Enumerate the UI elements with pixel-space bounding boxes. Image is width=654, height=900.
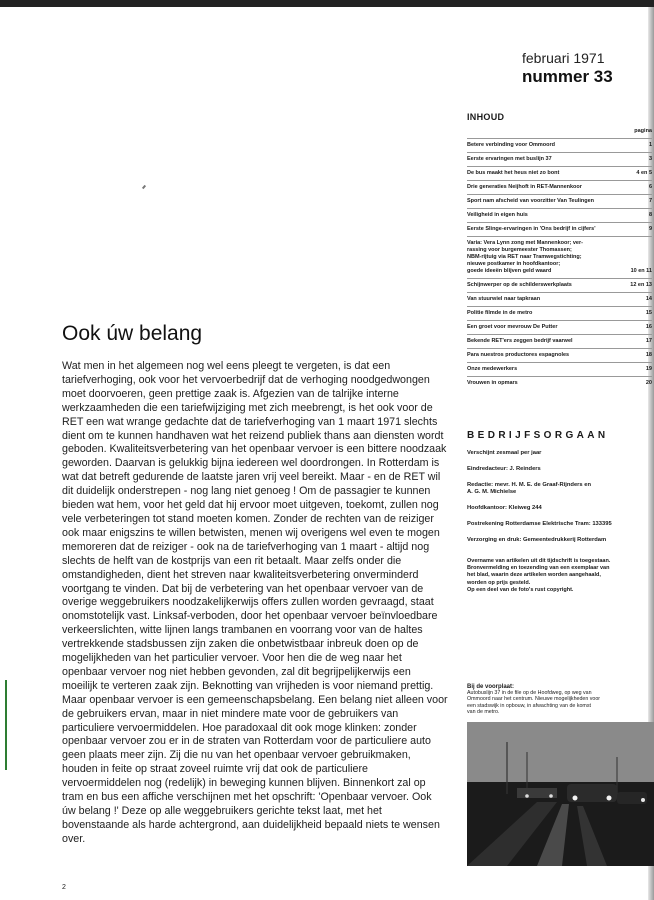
- night-traffic-illustration: [467, 722, 654, 866]
- cover-caption-text: Autobuslijn 37 in de file op de Hoofdweg, op weg van Ommoord naar het centrum. Nieuwe mogelijkheden voor een stadswijk in opbouw, in afwachting van de komst van de metro.: [467, 690, 601, 716]
- toc-item-page: 7: [648, 198, 652, 204]
- toc-list: [467, 138, 652, 390]
- toc-item-title: Varia: Vera Lynn zong met Mannenkoor; ver- rassing voor burgemeester Thomassen; NBM-rijtuig via RET naar Tramwegstichting; nieuwe postkamer in hoofdkantoor; goede ideeën blijven geld waard: [467, 240, 583, 274]
- toc-item-page: 3: [648, 156, 652, 162]
- toc-item: [467, 362, 652, 376]
- toc-item: [467, 166, 652, 180]
- masthead-line: Postrekening Rotterdamse Elektrische Tram: 133395: [467, 521, 612, 527]
- toc-item-page: 15: [645, 310, 652, 316]
- toc-item-page: 19: [645, 366, 652, 372]
- toc-item: [467, 138, 652, 152]
- toc-pagina-label: pagina: [634, 128, 652, 134]
- toc-item: [467, 334, 652, 348]
- toc-item-page: 14: [645, 296, 652, 302]
- toc-item: [467, 292, 652, 306]
- toc-item: [467, 222, 652, 236]
- toc-item-title: Para nuestros productores espagnoles: [467, 352, 570, 358]
- copyright-notice: Overname van artikelen uit dit tijdschrift is toegestaan. Bronvermelding en toezending van een exemplaar van het blad, waarin deze artikelen worden aangehaald, worden op prijs gesteld. Op een deel van de foto's rust copyright.: [467, 558, 611, 593]
- article-body: Wat men in het algemeen nog wel eens pleegt te vergeten, is dat een tariefverhoging, ook voor het vervoerbedrijf dat de verhoging noodgedwongen moet doorvoeren, geen prettige zaak is. Afgezien van de talrijke interne werkzaamheden die een tariefwijziging met zich meebrengt, is het ook voor de RET een wat wrange gedachte dat de tariefverhoging van 1 maart 1971 slechts dient om te kunnen handhaven wat het reizend publiek thans aan diensten wordt geboden. Kwaliteitsverbetering van het openbaar vervoer is een bittere noodzaak geworden. Daarvan is gelukkig bijna iedereen wel doordrongen. In Rotterdam is wat dat betreft gedurende de laatste jaren vrij veel bereikt. Maar - en de RET wil dit duidelijk onderstrepen - nog lang niet genoeg ! Om de passagier te kunnen bieden wat hem, voor het geld dat hij ervoor moet uitgeven, toekomt, zullen nog vele verbeteringen tot stand moeten komen. Zonder de rechten van de reiziger ook maar enigszins te willen betwisten, menen wij overigens wel even te mogen memoreren dat de reiziger - ook na de tariefverhoging van 1 maart - altijd nog slechts de helft van de kostprijs van een rit betaalt. Maar zelfs onder die omstandigheden, dient het streven naar kwaliteitsverbetering onverminderd voortgang te vinden. Dat bij de verbetering van het openbaar vervoer van de overige weggebruikers noodzakelijkerwijs offers zullen worden gevraagd, staat onomstotelijk vast. Linksaf-verboden, door het openbaar vervoer beïnvloedbare verkeerslichten, witte lijnen langs trambanen en voorrang voor van de haltes vertrekkende stadsbussen zijn zaken die onbetwistbaar inbreuk doen op de mogelijkheden van het particulier vervoer. Voor hen die de weg naar het openbaar vervoer nog niet hebben gevonden, zal dit begrijpelijkerwijs een moeilijk te verteren zaak zijn. Beknotting van vrijheden is voor niemand prettig. Maar openbaar vervoer is een gemeenschapsbelang. Een belang niet alleen voor de gebruikers ervan, maar in niet mindere mate voor de gebruikers van particuliere vervoermiddelen. Hoe paradoxaal dit ook moge klinken: zonder openbaar vervoer zou er in de straten van Rotterdam voor de particuliere auto geen plaats meer zijn. Zij die nu van het openbaar vervoer gebruikmaken, houden in feite op straat zoveel ruimte vrij dat ook de particuliere vervoermiddelen nog (redelijk) in beweging kunnen blijven. Binnenkort zal op tram en bus een affiche verschijnen met het opschrift: 'Openbaar vervoer. Ook úw belang !' Deze op alle weggebruikers gerichte tekst laat, met het bovenstaande als harde achtergrond, aan duidelijkheid bepaald niets te wensen over.: [62, 360, 448, 845]
- toc-item-title: Veiligheid in eigen huis: [467, 212, 528, 218]
- toc-item-page: 4 en 5: [636, 170, 652, 176]
- toc-item-page: 8: [648, 212, 652, 218]
- toc-item-page: 12 en 13: [630, 282, 652, 288]
- masthead: [467, 430, 654, 594]
- toc-item: [467, 236, 652, 278]
- toc-item-title: Van stuurwiel naar tapkraan: [467, 296, 541, 302]
- toc-item: [467, 306, 652, 320]
- toc-item-page: 16: [645, 324, 652, 330]
- masthead-line: Redactie: mevr. H. M. E. de Graaf-Rijnders en A. G. M. Michielse: [467, 482, 592, 495]
- toc-item-title: Betere verbinding voor Ommoord: [467, 142, 556, 148]
- print-speck: [142, 185, 146, 189]
- article-title: Ook úw belang: [62, 322, 203, 345]
- toc-item: [467, 376, 652, 390]
- toc-item-title: Eerste ervaringen met buslijn 37: [467, 156, 552, 162]
- toc-item-title: De bus maakt het heus niet zo bont: [467, 170, 560, 176]
- toc-item-title: Een groet voor mevrouw De Putter: [467, 324, 558, 330]
- toc-item: [467, 180, 652, 194]
- toc-item: [467, 320, 652, 334]
- cover-caption: [467, 684, 653, 716]
- toc-item-page: 9: [648, 226, 652, 232]
- toc-item: [467, 278, 652, 292]
- toc-heading: INHOUD: [467, 112, 505, 122]
- toc-item: [467, 208, 652, 222]
- cover-caption-heading: Bij de voorplaat:: [467, 684, 515, 690]
- margin-mark: [5, 680, 7, 770]
- toc-item-page: 1: [648, 142, 652, 148]
- masthead-title: BEDRIJFSORGAAN: [467, 430, 609, 441]
- toc-item-page: 18: [645, 352, 652, 358]
- toc-item-title: Bekende RET'ers zeggen bedrijf vaarwel: [467, 338, 573, 344]
- toc-item-page: 6: [648, 184, 652, 190]
- issue-date: februari 1971: [522, 50, 605, 66]
- issue-number: nummer 33: [522, 67, 613, 86]
- top-edge: [0, 0, 654, 7]
- toc-item-title: Drie generaties Neijhoft in RET-Mannenkoor: [467, 184, 582, 190]
- toc-item-title: Eerste Slinge-ervaringen in 'Ons bedrijf in cijfers': [467, 226, 596, 232]
- masthead-line: Verschijnt zesmaal per jaar: [467, 450, 542, 456]
- toc-item: [467, 348, 652, 362]
- masthead-line: Eindredacteur: J. Reinders: [467, 466, 541, 472]
- toc-item-title: Sport nam afscheid van voorzitter Van Teulingen: [467, 198, 595, 204]
- masthead-line: Verzorging en druk: Gemeentedrukkerij Rotterdam: [467, 537, 607, 543]
- toc-item: [467, 152, 652, 166]
- table-of-contents: [467, 112, 652, 390]
- cover-photo-bus-traffic: [467, 722, 654, 866]
- toc-item-page: 17: [645, 338, 652, 344]
- toc-item-page: 20: [645, 380, 652, 386]
- toc-item-page: 10 en 11: [630, 268, 652, 274]
- toc-item-title: Politie filmde in de metro: [467, 310, 533, 316]
- toc-item-title: Schijnwerper op de schilderswerkplaats: [467, 282, 572, 288]
- toc-item-title: Vrouwen in opmars: [467, 380, 518, 386]
- toc-item: [467, 194, 652, 208]
- toc-item-title: Onze medewerkers: [467, 366, 518, 372]
- page-number: 2: [62, 884, 66, 891]
- masthead-line: Hoofdkantoor: Kleiweg 244: [467, 505, 542, 511]
